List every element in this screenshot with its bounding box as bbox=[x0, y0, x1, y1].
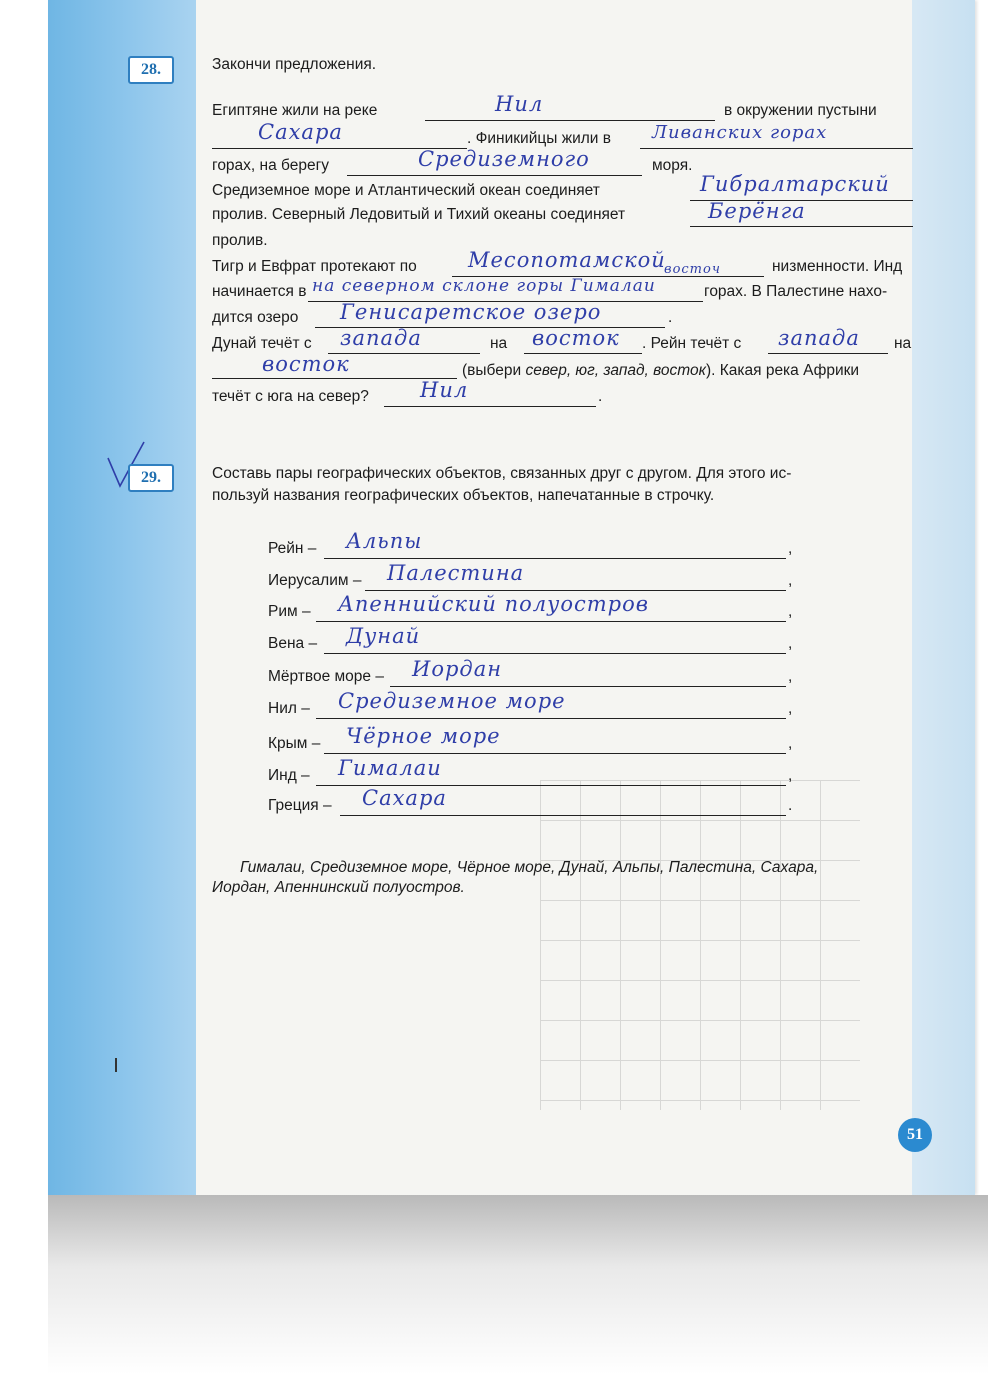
t28-text: на bbox=[894, 335, 912, 352]
left-blue-margin bbox=[48, 0, 196, 1195]
answer-blank[interactable] bbox=[690, 226, 913, 227]
t28-text: низменности. Инд bbox=[772, 258, 903, 275]
answer-gibraltar: Гибралтарский bbox=[700, 172, 890, 196]
pair-label: Рейн – bbox=[268, 540, 317, 557]
pencil-mark bbox=[115, 1058, 117, 1072]
answer-blank[interactable] bbox=[640, 148, 913, 149]
pair-label: Мёртвое море – bbox=[268, 668, 384, 685]
answer-sea: Средиземного bbox=[418, 147, 590, 171]
answer-africa-river: Нил bbox=[420, 378, 469, 402]
t28-text: пролив. Северный Ледовитый и Тихий океаны соединяет bbox=[212, 206, 626, 223]
pair-label: Иерусалим – bbox=[268, 572, 362, 589]
t28-text: горах. В Палестине нахо- bbox=[704, 283, 888, 300]
pair-punct: , bbox=[788, 540, 793, 557]
answer-rhine-to: восток bbox=[262, 352, 350, 376]
pair-label: Нил – bbox=[268, 700, 310, 717]
pair-punct: , bbox=[788, 635, 793, 652]
pair-answer-blank[interactable] bbox=[316, 621, 786, 622]
t28-text: Тигр и Евфрат протекают по bbox=[212, 258, 417, 275]
t28-text: . Финикийцы жили в bbox=[467, 130, 611, 147]
t28-text: Средиземное море и Атлантический океан соединяет bbox=[212, 182, 600, 199]
page-shadow bbox=[48, 1195, 988, 1375]
task-29-text: пользуй названия географических объектов, напечатанные в строчку. bbox=[212, 487, 715, 504]
t28-text: горах, на берегу bbox=[212, 157, 329, 174]
answer-indus-extra: восточ bbox=[664, 262, 721, 277]
pair-punct: , bbox=[788, 572, 793, 589]
answer-blank[interactable] bbox=[524, 353, 642, 354]
t28-text: Египтяне жили на реке bbox=[212, 102, 378, 119]
t28-text: пролив. bbox=[212, 232, 268, 249]
answer-danube-from: запада bbox=[340, 326, 422, 350]
answer-indus-source: на северном склоне горы Гималаи bbox=[312, 276, 656, 296]
answer-blank[interactable] bbox=[425, 120, 715, 121]
bleed-through-grid bbox=[540, 780, 860, 1110]
pair-label: Греция – bbox=[268, 797, 332, 814]
pair-answer-blank[interactable] bbox=[324, 653, 786, 654]
pair-label: Инд – bbox=[268, 767, 310, 784]
pair-answer-handwritten: Альпы bbox=[346, 529, 423, 553]
t28-text: . bbox=[598, 388, 603, 405]
pair-answer-blank[interactable] bbox=[324, 558, 786, 559]
task-29-number: 29. bbox=[128, 464, 174, 492]
t28-text: . bbox=[668, 309, 673, 326]
pair-answer-handwritten: Средиземное море bbox=[338, 689, 566, 713]
t28-text: Дунай течёт с bbox=[212, 335, 312, 352]
answer-blank[interactable] bbox=[347, 175, 642, 176]
answer-rhine-from: запада bbox=[778, 326, 860, 350]
t28-text: моря. bbox=[652, 157, 693, 174]
pair-answer-handwritten: Сахара bbox=[362, 786, 447, 810]
pair-answer-handwritten: Иордан bbox=[412, 657, 503, 681]
answer-blank[interactable] bbox=[384, 406, 596, 407]
pair-punct: , bbox=[788, 603, 793, 620]
t28-text: на bbox=[490, 335, 508, 352]
answer-danube-to: восток bbox=[532, 326, 620, 350]
pair-punct: , bbox=[788, 668, 793, 685]
answer-bering: Берёнга bbox=[708, 199, 806, 223]
pair-answer-blank[interactable] bbox=[324, 753, 786, 754]
pair-punct: , bbox=[788, 700, 793, 717]
pair-answer-handwritten: Апеннийский полуостров bbox=[338, 592, 649, 616]
page-number-badge: 51 bbox=[898, 1118, 932, 1152]
t28-text: в окружении пустыни bbox=[724, 102, 877, 119]
t28-text: дится озеро bbox=[212, 309, 299, 326]
pair-answer-blank[interactable] bbox=[390, 686, 786, 687]
t28-text: (выбери север, юг, запад, восток). Какая река Африки bbox=[462, 362, 860, 379]
answer-desert: Сахара bbox=[258, 120, 343, 144]
pair-answer-blank[interactable] bbox=[365, 590, 786, 591]
task-28-number: 28. bbox=[128, 56, 174, 84]
answer-river-egypt: Нил bbox=[495, 92, 544, 116]
t28-text: начинается в bbox=[212, 283, 307, 300]
hint-line-2: Иордан, Апеннинский полуостров. bbox=[212, 879, 465, 896]
task-28-heading: Закончи предложения. bbox=[212, 56, 377, 73]
answer-lake: Генисаретское озеро bbox=[340, 300, 602, 324]
answer-lowland: Месопотамской bbox=[468, 248, 666, 272]
pair-answer-handwritten: Чёрное море bbox=[346, 724, 501, 748]
t28-text: . Рейн течёт с bbox=[642, 335, 742, 352]
pair-answer-handwritten: Палестина bbox=[387, 561, 525, 585]
pair-punct: , bbox=[788, 767, 793, 784]
pair-label: Рим – bbox=[268, 603, 311, 620]
pair-answer-handwritten: Дунай bbox=[346, 624, 421, 648]
answer-blank[interactable] bbox=[328, 353, 480, 354]
pair-punct: , bbox=[788, 735, 793, 752]
answer-phoenicia: Ливанских горах bbox=[652, 122, 828, 143]
t28-text: течёт с юга на север? bbox=[212, 388, 369, 405]
pair-punct: . bbox=[788, 797, 793, 814]
task-29-text: Составь пары географических объектов, связанных друг с другом. Для этого ис- bbox=[212, 465, 792, 482]
pair-answer-handwritten: Гималаи bbox=[338, 756, 442, 780]
pair-answer-blank[interactable] bbox=[340, 815, 786, 816]
right-margin bbox=[912, 0, 975, 1195]
pair-label: Крым – bbox=[268, 735, 321, 752]
pair-label: Вена – bbox=[268, 635, 318, 652]
answer-blank[interactable] bbox=[768, 353, 888, 354]
pair-answer-blank[interactable] bbox=[316, 718, 786, 719]
hint-line-1: Гималаи, Средиземное море, Чёрное море, Дунай, Альпы, Палестина, Сахара, bbox=[240, 859, 819, 876]
